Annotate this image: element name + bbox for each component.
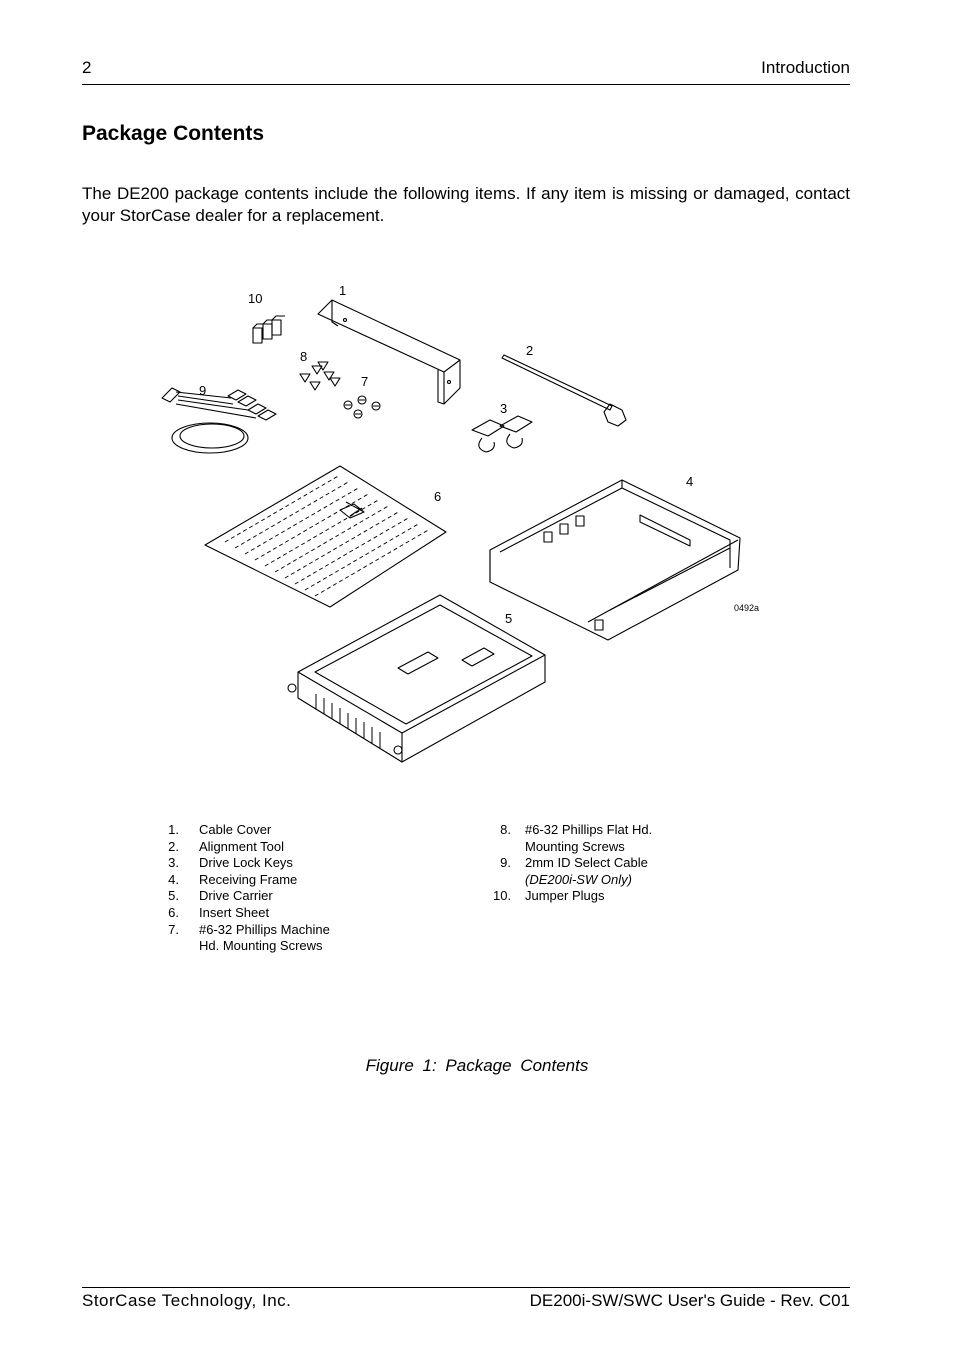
callout-1: 1 (339, 283, 347, 298)
legend-item-continued: Mounting Screws (525, 838, 625, 854)
insert-sheet-illustration (205, 466, 446, 607)
callout-7: 7 (361, 374, 369, 389)
legend-item-continued: (DE200i-SW Only) (525, 871, 632, 887)
page-header (82, 58, 850, 85)
drive-lock-keys-illustration (472, 416, 532, 452)
jumper-plugs-illustration (253, 316, 285, 343)
receiving-frame-illustration (490, 480, 740, 640)
legend-item: 10. Jumper Plugs (493, 888, 605, 904)
callout-9: 9 (199, 383, 207, 398)
callout-8: 8 (300, 349, 308, 364)
callout-10: 10 (248, 291, 263, 306)
legend-item: 4. Receiving Frame (168, 871, 298, 887)
select-cable-illustration (162, 388, 276, 453)
footer-doc-title: DE200i-SW/SWC User's Guide - Rev. C01 (529, 1291, 850, 1310)
footer-company: StorCase Technology, Inc. (82, 1291, 292, 1310)
alignment-tool-illustration (502, 355, 626, 426)
cable-cover-illustration (318, 300, 460, 404)
legend-item: 8. #6-32 Phillips Flat Hd. (500, 822, 653, 837)
package-contents-figure (140, 270, 780, 770)
legend-item: 9. 2mm ID Select Cable (500, 855, 648, 871)
page-footer (82, 1287, 850, 1310)
callout-6: 6 (434, 489, 442, 504)
intro-paragraph: The DE200 package contents include the following items. If any item is missing or damaged, contact your StorCase dealer for a replacement. (82, 184, 850, 225)
legend-item-continued: Hd. Mounting Screws (199, 938, 323, 954)
legend-item: 6. Insert Sheet (168, 904, 270, 920)
legend-item: 1. Cable Cover (168, 822, 272, 837)
legend-item: 7. #6-32 Phillips Machine (168, 921, 330, 937)
flat-head-screws-illustration (300, 362, 340, 390)
legend-item: 5. Drive Carrier (168, 888, 273, 904)
legend-item: 3. Drive Lock Keys (168, 855, 293, 871)
section-title: Introduction (761, 58, 850, 77)
legend-item: 2. Alignment Tool (168, 838, 285, 854)
legend-right (493, 822, 652, 905)
machine-screws-illustration (344, 396, 380, 418)
callout-4: 4 (686, 474, 694, 489)
callout-2: 2 (526, 343, 534, 358)
figure-caption: Figure 1: Package Contents (365, 1056, 589, 1075)
callout-3: 3 (500, 401, 508, 416)
callout-5: 5 (505, 611, 513, 626)
legend-left (167, 822, 330, 955)
page-heading: Package Contents (82, 122, 265, 145)
page-number: 2 (82, 58, 92, 77)
figure-code: 0492a (734, 603, 760, 613)
